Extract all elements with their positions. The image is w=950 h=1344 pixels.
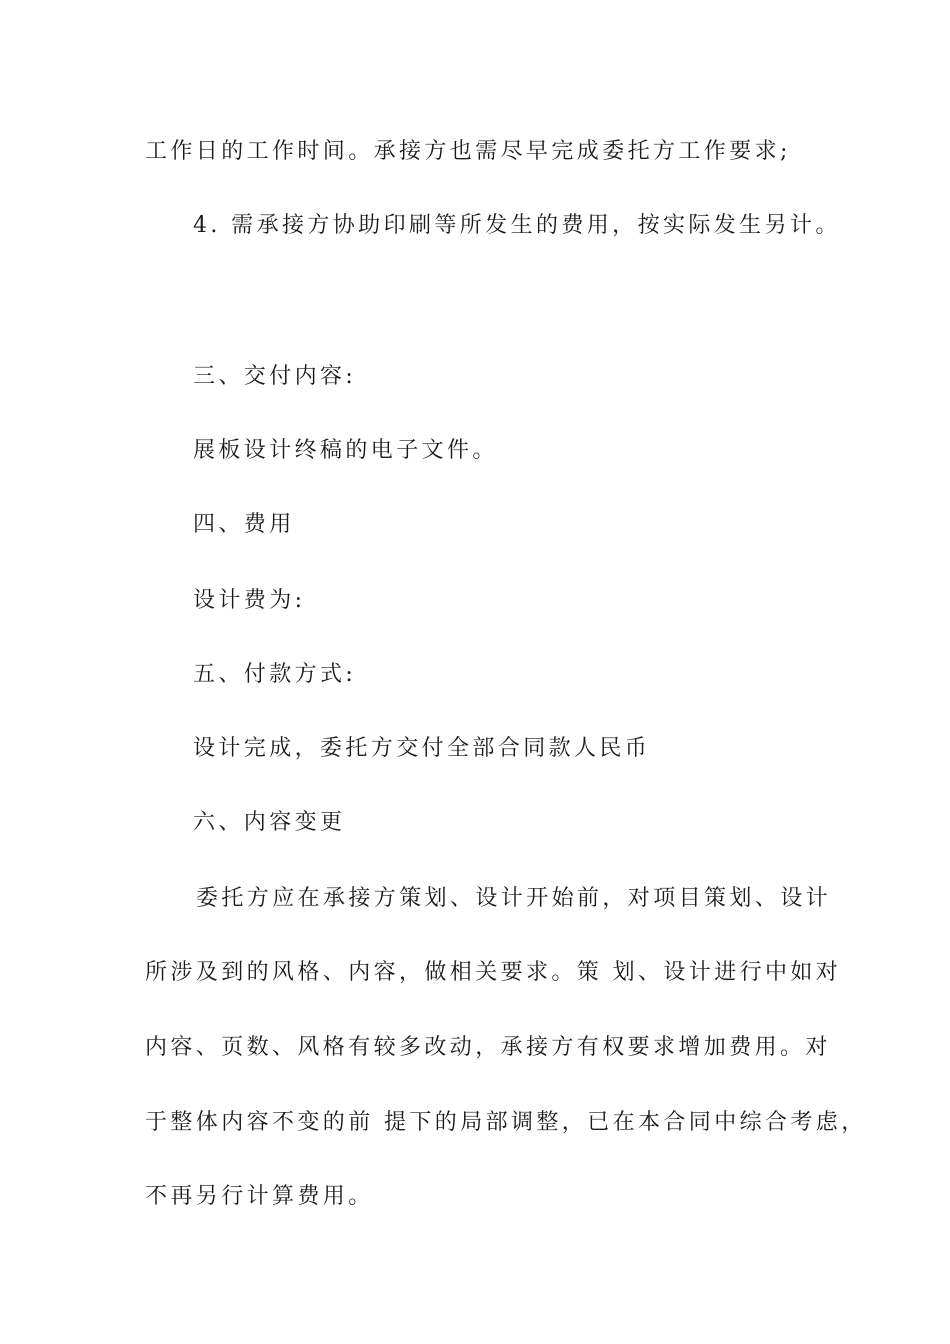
section-heading-payment: 五、付款方式: (193, 662, 357, 687)
paragraph-line-5: 不再另行计算费用。 (145, 1184, 374, 1209)
paragraph-line-3: 内容、页数、风格有较多改动，承接方有权要求增加费用。对 (145, 1035, 831, 1060)
paragraph-line-4: 于整体内容不变的前 提下的局部调整，已在本合同中综合考虑， (145, 1110, 867, 1135)
body-line-fees: 设计费为: (193, 588, 306, 613)
section-heading-fees: 四、费用 (193, 512, 295, 537)
body-line-payment: 设计完成，委托方交付全部合同款人民币 (193, 736, 651, 761)
body-line-delivery: 展板设计终稿的电子文件。 (193, 438, 498, 463)
body-line-1: 工作日的工作时间。承接方也需尽早完成委托方工作要求; (145, 139, 791, 164)
section-heading-delivery: 三、交付内容: (193, 364, 357, 389)
section-heading-changes: 六、内容变更 (193, 810, 346, 835)
paragraph-line-2: 所涉及到的风格、内容，做相关要求。策 划、设计进行中如对 (145, 960, 842, 985)
list-item-4: 4. 需承接方协助印刷等所发生的费用，按实际发生另计。 (193, 213, 841, 238)
paragraph-line-1: 委托方应在承接方策划、设计开始前，对项目策划、设计 (196, 886, 832, 911)
